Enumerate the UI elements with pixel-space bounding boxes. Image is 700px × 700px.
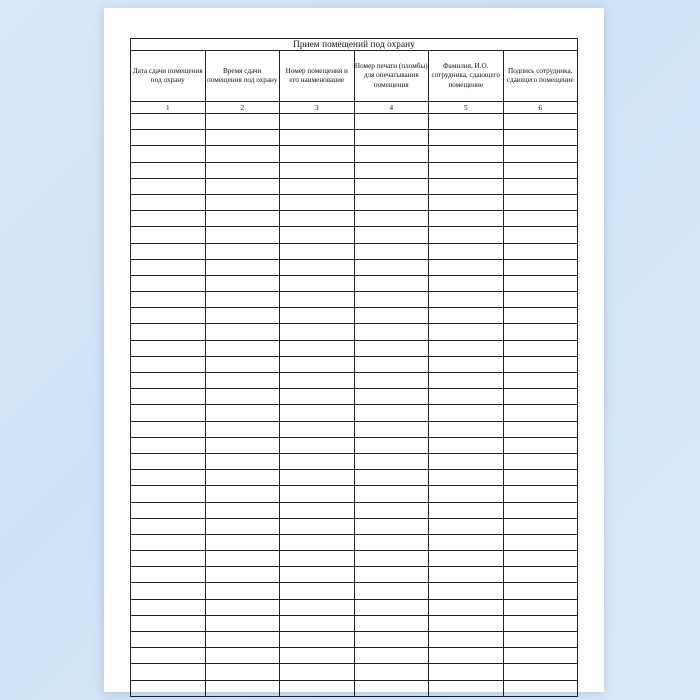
table-cell[interactable] bbox=[354, 486, 429, 502]
table-cell[interactable] bbox=[131, 502, 206, 518]
table-cell[interactable] bbox=[503, 518, 578, 534]
table-cell[interactable] bbox=[503, 275, 578, 291]
table-cell[interactable] bbox=[354, 275, 429, 291]
table-cell[interactable] bbox=[354, 162, 429, 178]
table-cell[interactable] bbox=[354, 453, 429, 469]
table-cell[interactable] bbox=[131, 405, 206, 421]
table-row[interactable] bbox=[131, 486, 578, 502]
table-row[interactable] bbox=[131, 130, 578, 146]
table-cell[interactable] bbox=[280, 211, 355, 227]
table-cell[interactable] bbox=[354, 551, 429, 567]
table-cell[interactable] bbox=[354, 405, 429, 421]
table-cell[interactable] bbox=[429, 632, 504, 648]
table-cell[interactable] bbox=[429, 470, 504, 486]
table-cell[interactable] bbox=[205, 211, 280, 227]
table-cell[interactable] bbox=[280, 421, 355, 437]
table-cell[interactable] bbox=[503, 534, 578, 550]
table-cell[interactable] bbox=[354, 259, 429, 275]
table-cell[interactable] bbox=[354, 308, 429, 324]
table-row[interactable] bbox=[131, 178, 578, 194]
table-cell[interactable] bbox=[280, 146, 355, 162]
table-cell[interactable] bbox=[280, 534, 355, 550]
table-cell[interactable] bbox=[429, 356, 504, 372]
table-row[interactable] bbox=[131, 615, 578, 631]
table-cell[interactable] bbox=[205, 243, 280, 259]
table-cell[interactable] bbox=[280, 243, 355, 259]
table-cell[interactable] bbox=[503, 437, 578, 453]
table-cell[interactable] bbox=[354, 470, 429, 486]
table-cell[interactable] bbox=[205, 114, 280, 130]
table-cell[interactable] bbox=[354, 534, 429, 550]
table-row[interactable] bbox=[131, 680, 578, 696]
table-cell[interactable] bbox=[205, 308, 280, 324]
table-cell[interactable] bbox=[429, 599, 504, 615]
table-cell[interactable] bbox=[205, 292, 280, 308]
table-cell[interactable] bbox=[429, 615, 504, 631]
table-cell[interactable] bbox=[429, 308, 504, 324]
table-cell[interactable] bbox=[429, 259, 504, 275]
table-cell[interactable] bbox=[354, 648, 429, 664]
table-cell[interactable] bbox=[503, 308, 578, 324]
table-cell[interactable] bbox=[503, 648, 578, 664]
column-number-4: 4 bbox=[354, 102, 429, 114]
table-cell[interactable] bbox=[503, 502, 578, 518]
table-cell[interactable] bbox=[503, 453, 578, 469]
table-cell[interactable] bbox=[131, 583, 206, 599]
table-cell[interactable] bbox=[503, 243, 578, 259]
table-cell[interactable] bbox=[131, 389, 206, 405]
table-cell[interactable] bbox=[429, 680, 504, 696]
table-cell[interactable] bbox=[354, 211, 429, 227]
table-cell[interactable] bbox=[131, 453, 206, 469]
table-row[interactable] bbox=[131, 551, 578, 567]
table-row[interactable] bbox=[131, 534, 578, 550]
table-cell[interactable] bbox=[205, 502, 280, 518]
table-cell[interactable] bbox=[429, 340, 504, 356]
table-cell[interactable] bbox=[503, 194, 578, 210]
table-cell[interactable] bbox=[503, 664, 578, 680]
table-cell[interactable] bbox=[429, 130, 504, 146]
column-header-date: Дата сдачи помещения под охрану bbox=[131, 51, 206, 102]
table-cell[interactable] bbox=[429, 518, 504, 534]
table-cell[interactable] bbox=[131, 664, 206, 680]
table-cell[interactable] bbox=[131, 437, 206, 453]
table-cell[interactable] bbox=[354, 680, 429, 696]
table-row[interactable] bbox=[131, 227, 578, 243]
table-cell[interactable] bbox=[354, 632, 429, 648]
table-cell[interactable] bbox=[205, 178, 280, 194]
table-cell[interactable] bbox=[131, 259, 206, 275]
table-cell[interactable] bbox=[205, 130, 280, 146]
table-row[interactable] bbox=[131, 389, 578, 405]
table-cell[interactable] bbox=[503, 178, 578, 194]
table-cell[interactable] bbox=[354, 340, 429, 356]
table-cell[interactable] bbox=[131, 211, 206, 227]
table-row[interactable] bbox=[131, 518, 578, 534]
table-cell[interactable] bbox=[280, 405, 355, 421]
table-cell[interactable] bbox=[354, 664, 429, 680]
table-cell[interactable] bbox=[205, 405, 280, 421]
table-row[interactable] bbox=[131, 356, 578, 372]
table-row[interactable] bbox=[131, 340, 578, 356]
table-cell[interactable] bbox=[503, 632, 578, 648]
table-cell[interactable] bbox=[280, 518, 355, 534]
table-row[interactable] bbox=[131, 114, 578, 130]
table-cell[interactable] bbox=[503, 486, 578, 502]
table-cell[interactable] bbox=[429, 437, 504, 453]
table-cell[interactable] bbox=[429, 275, 504, 291]
table-cell[interactable] bbox=[205, 389, 280, 405]
table-cell[interactable] bbox=[354, 389, 429, 405]
table-row[interactable] bbox=[131, 502, 578, 518]
table-cell[interactable] bbox=[503, 599, 578, 615]
table-cell[interactable] bbox=[429, 664, 504, 680]
column-header-name: Фамилия, И.О. сотрудника, сдающего помещение bbox=[429, 51, 504, 102]
table-cell[interactable] bbox=[280, 583, 355, 599]
table-cell[interactable] bbox=[131, 486, 206, 502]
table-cell[interactable] bbox=[503, 421, 578, 437]
table-cell[interactable] bbox=[503, 227, 578, 243]
table-cell[interactable] bbox=[354, 292, 429, 308]
table-cell[interactable] bbox=[503, 567, 578, 583]
table-cell[interactable] bbox=[429, 405, 504, 421]
table-cell[interactable] bbox=[354, 421, 429, 437]
table-cell[interactable] bbox=[205, 340, 280, 356]
table-cell[interactable] bbox=[429, 324, 504, 340]
column-header-room: Номер помещения и его наименование bbox=[280, 51, 355, 102]
table-cell[interactable] bbox=[205, 324, 280, 340]
table-cell[interactable] bbox=[280, 356, 355, 372]
table-cell[interactable] bbox=[280, 308, 355, 324]
table-cell[interactable] bbox=[131, 146, 206, 162]
table-cell[interactable] bbox=[205, 275, 280, 291]
table-cell[interactable] bbox=[131, 615, 206, 631]
table-row[interactable] bbox=[131, 308, 578, 324]
table-number-row bbox=[131, 102, 578, 114]
column-header-time: Время сдачи помещения под охрану bbox=[205, 51, 280, 102]
table-cell[interactable] bbox=[205, 227, 280, 243]
table-row[interactable] bbox=[131, 162, 578, 178]
table-cell[interactable] bbox=[503, 114, 578, 130]
table-cell[interactable] bbox=[280, 551, 355, 567]
table-cell[interactable] bbox=[205, 599, 280, 615]
table-cell[interactable] bbox=[429, 162, 504, 178]
table-cell[interactable] bbox=[503, 389, 578, 405]
table-cell[interactable] bbox=[205, 534, 280, 550]
table-cell[interactable] bbox=[205, 146, 280, 162]
table-title-row bbox=[131, 39, 578, 51]
column-number-5: 5 bbox=[429, 102, 504, 114]
table-cell[interactable] bbox=[131, 275, 206, 291]
table-cell[interactable] bbox=[131, 292, 206, 308]
table-cell[interactable] bbox=[354, 227, 429, 243]
table-cell[interactable] bbox=[205, 437, 280, 453]
table-row[interactable] bbox=[131, 259, 578, 275]
table-row[interactable] bbox=[131, 243, 578, 259]
table-cell[interactable] bbox=[205, 453, 280, 469]
table-cell[interactable] bbox=[429, 114, 504, 130]
table-cell[interactable] bbox=[205, 664, 280, 680]
table-cell[interactable] bbox=[429, 194, 504, 210]
table-cell[interactable] bbox=[280, 680, 355, 696]
table-cell[interactable] bbox=[131, 567, 206, 583]
table-cell[interactable] bbox=[503, 324, 578, 340]
table-cell[interactable] bbox=[354, 437, 429, 453]
table-row[interactable] bbox=[131, 470, 578, 486]
table-row[interactable] bbox=[131, 211, 578, 227]
table-row[interactable] bbox=[131, 275, 578, 291]
table-cell[interactable] bbox=[205, 518, 280, 534]
table-row[interactable] bbox=[131, 567, 578, 583]
table-cell[interactable] bbox=[354, 356, 429, 372]
table-cell[interactable] bbox=[280, 615, 355, 631]
table-cell[interactable] bbox=[131, 340, 206, 356]
table-cell[interactable] bbox=[503, 162, 578, 178]
table-cell[interactable] bbox=[429, 453, 504, 469]
paper-sheet bbox=[104, 8, 604, 692]
table-cell[interactable] bbox=[354, 615, 429, 631]
table-cell[interactable] bbox=[354, 518, 429, 534]
table-cell[interactable] bbox=[354, 130, 429, 146]
table-cell[interactable] bbox=[280, 227, 355, 243]
column-header-signature: Подпись сотрудника, сдающего помещение bbox=[503, 51, 578, 102]
table-row[interactable] bbox=[131, 648, 578, 664]
table-cell[interactable] bbox=[205, 648, 280, 664]
table-cell[interactable] bbox=[131, 599, 206, 615]
table-cell[interactable] bbox=[280, 567, 355, 583]
table-cell[interactable] bbox=[429, 583, 504, 599]
table-cell[interactable] bbox=[131, 632, 206, 648]
table-cell[interactable] bbox=[280, 275, 355, 291]
table-cell[interactable] bbox=[131, 130, 206, 146]
table-cell[interactable] bbox=[503, 551, 578, 567]
table-row[interactable] bbox=[131, 583, 578, 599]
table-cell[interactable] bbox=[205, 356, 280, 372]
table-row[interactable] bbox=[131, 373, 578, 389]
table-cell[interactable] bbox=[131, 373, 206, 389]
column-number-2: 2 bbox=[205, 102, 280, 114]
table-cell[interactable] bbox=[280, 599, 355, 615]
table-cell[interactable] bbox=[354, 583, 429, 599]
table-cell[interactable] bbox=[503, 340, 578, 356]
table-cell[interactable] bbox=[354, 373, 429, 389]
table-cell[interactable] bbox=[131, 356, 206, 372]
table-cell[interactable] bbox=[280, 194, 355, 210]
table-cell[interactable] bbox=[280, 130, 355, 146]
table-cell[interactable] bbox=[503, 373, 578, 389]
table-cell[interactable] bbox=[280, 648, 355, 664]
table-cell[interactable] bbox=[429, 502, 504, 518]
table-cell[interactable] bbox=[205, 615, 280, 631]
table-cell[interactable] bbox=[280, 664, 355, 680]
table-cell[interactable] bbox=[280, 502, 355, 518]
table-cell[interactable] bbox=[280, 470, 355, 486]
table-cell[interactable] bbox=[503, 583, 578, 599]
table-cell[interactable] bbox=[131, 680, 206, 696]
table-cell[interactable] bbox=[205, 421, 280, 437]
table-row[interactable] bbox=[131, 146, 578, 162]
table-cell[interactable] bbox=[280, 259, 355, 275]
table-cell[interactable] bbox=[503, 680, 578, 696]
table-cell[interactable] bbox=[205, 567, 280, 583]
table-cell[interactable] bbox=[131, 178, 206, 194]
table-cell[interactable] bbox=[503, 146, 578, 162]
table-row[interactable] bbox=[131, 632, 578, 648]
document-title: Прием помещений под охрану bbox=[131, 39, 578, 51]
table-cell[interactable] bbox=[205, 486, 280, 502]
table-cell[interactable] bbox=[280, 114, 355, 130]
table-cell[interactable] bbox=[205, 583, 280, 599]
table-cell[interactable] bbox=[429, 373, 504, 389]
table-cell[interactable] bbox=[205, 373, 280, 389]
table-row[interactable] bbox=[131, 405, 578, 421]
table-cell[interactable] bbox=[131, 518, 206, 534]
table-row[interactable] bbox=[131, 194, 578, 210]
table-cell[interactable] bbox=[131, 243, 206, 259]
table-cell[interactable] bbox=[354, 114, 429, 130]
table-row[interactable] bbox=[131, 599, 578, 615]
table-cell[interactable] bbox=[354, 324, 429, 340]
table-cell[interactable] bbox=[429, 211, 504, 227]
table-cell[interactable] bbox=[205, 470, 280, 486]
table-cell[interactable] bbox=[429, 551, 504, 567]
table-cell[interactable] bbox=[354, 502, 429, 518]
table-cell[interactable] bbox=[205, 680, 280, 696]
table-cell[interactable] bbox=[131, 162, 206, 178]
table-header-row bbox=[131, 51, 578, 102]
table-cell[interactable] bbox=[131, 421, 206, 437]
table-cell[interactable] bbox=[205, 632, 280, 648]
table-cell[interactable] bbox=[354, 194, 429, 210]
table-cell[interactable] bbox=[354, 178, 429, 194]
table-cell[interactable] bbox=[429, 227, 504, 243]
table-cell[interactable] bbox=[280, 486, 355, 502]
table-cell[interactable] bbox=[131, 227, 206, 243]
table-cell[interactable] bbox=[503, 211, 578, 227]
table-cell[interactable] bbox=[280, 324, 355, 340]
table-cell[interactable] bbox=[280, 373, 355, 389]
table-cell[interactable] bbox=[429, 243, 504, 259]
table-cell[interactable] bbox=[503, 259, 578, 275]
table-row[interactable] bbox=[131, 292, 578, 308]
table-row[interactable] bbox=[131, 421, 578, 437]
column-number-3: 3 bbox=[280, 102, 355, 114]
table-cell[interactable] bbox=[429, 534, 504, 550]
table-cell[interactable] bbox=[280, 437, 355, 453]
registration-table bbox=[130, 38, 578, 697]
table-cell[interactable] bbox=[205, 551, 280, 567]
table-row[interactable] bbox=[131, 324, 578, 340]
table-cell[interactable] bbox=[429, 486, 504, 502]
table-cell[interactable] bbox=[503, 292, 578, 308]
table-cell[interactable] bbox=[429, 421, 504, 437]
table-cell[interactable] bbox=[503, 130, 578, 146]
table-cell[interactable] bbox=[354, 567, 429, 583]
table-cell[interactable] bbox=[503, 405, 578, 421]
table-cell[interactable] bbox=[280, 453, 355, 469]
column-number-6: 6 bbox=[503, 102, 578, 114]
table-cell[interactable] bbox=[429, 648, 504, 664]
table-cell[interactable] bbox=[280, 632, 355, 648]
table-cell[interactable] bbox=[131, 551, 206, 567]
table-cell[interactable] bbox=[131, 534, 206, 550]
table-row[interactable] bbox=[131, 453, 578, 469]
column-number-1: 1 bbox=[131, 102, 206, 114]
column-header-seal: Номер печати (пломбы) для опечатывания помещения bbox=[354, 51, 429, 102]
table-cell[interactable] bbox=[429, 146, 504, 162]
table-cell[interactable] bbox=[131, 648, 206, 664]
table-cell[interactable] bbox=[503, 356, 578, 372]
table-cell[interactable] bbox=[131, 308, 206, 324]
table-cell[interactable] bbox=[503, 615, 578, 631]
table-cell[interactable] bbox=[429, 292, 504, 308]
table-cell[interactable] bbox=[503, 470, 578, 486]
table-cell[interactable] bbox=[429, 567, 504, 583]
table-cell[interactable] bbox=[280, 389, 355, 405]
table-row[interactable] bbox=[131, 664, 578, 680]
table-cell[interactable] bbox=[280, 292, 355, 308]
table-cell[interactable] bbox=[280, 178, 355, 194]
table-cell[interactable] bbox=[354, 599, 429, 615]
table-body bbox=[131, 114, 578, 697]
table-cell[interactable] bbox=[429, 178, 504, 194]
table-cell[interactable] bbox=[354, 146, 429, 162]
table-cell[interactable] bbox=[131, 194, 206, 210]
table-cell[interactable] bbox=[354, 243, 429, 259]
table-cell[interactable] bbox=[429, 389, 504, 405]
table-cell[interactable] bbox=[205, 259, 280, 275]
table-cell[interactable] bbox=[280, 340, 355, 356]
table-cell[interactable] bbox=[131, 470, 206, 486]
table-cell[interactable] bbox=[205, 162, 280, 178]
table-row[interactable] bbox=[131, 437, 578, 453]
table-cell[interactable] bbox=[131, 324, 206, 340]
table-cell[interactable] bbox=[280, 162, 355, 178]
table-cell[interactable] bbox=[131, 114, 206, 130]
table-cell[interactable] bbox=[205, 194, 280, 210]
